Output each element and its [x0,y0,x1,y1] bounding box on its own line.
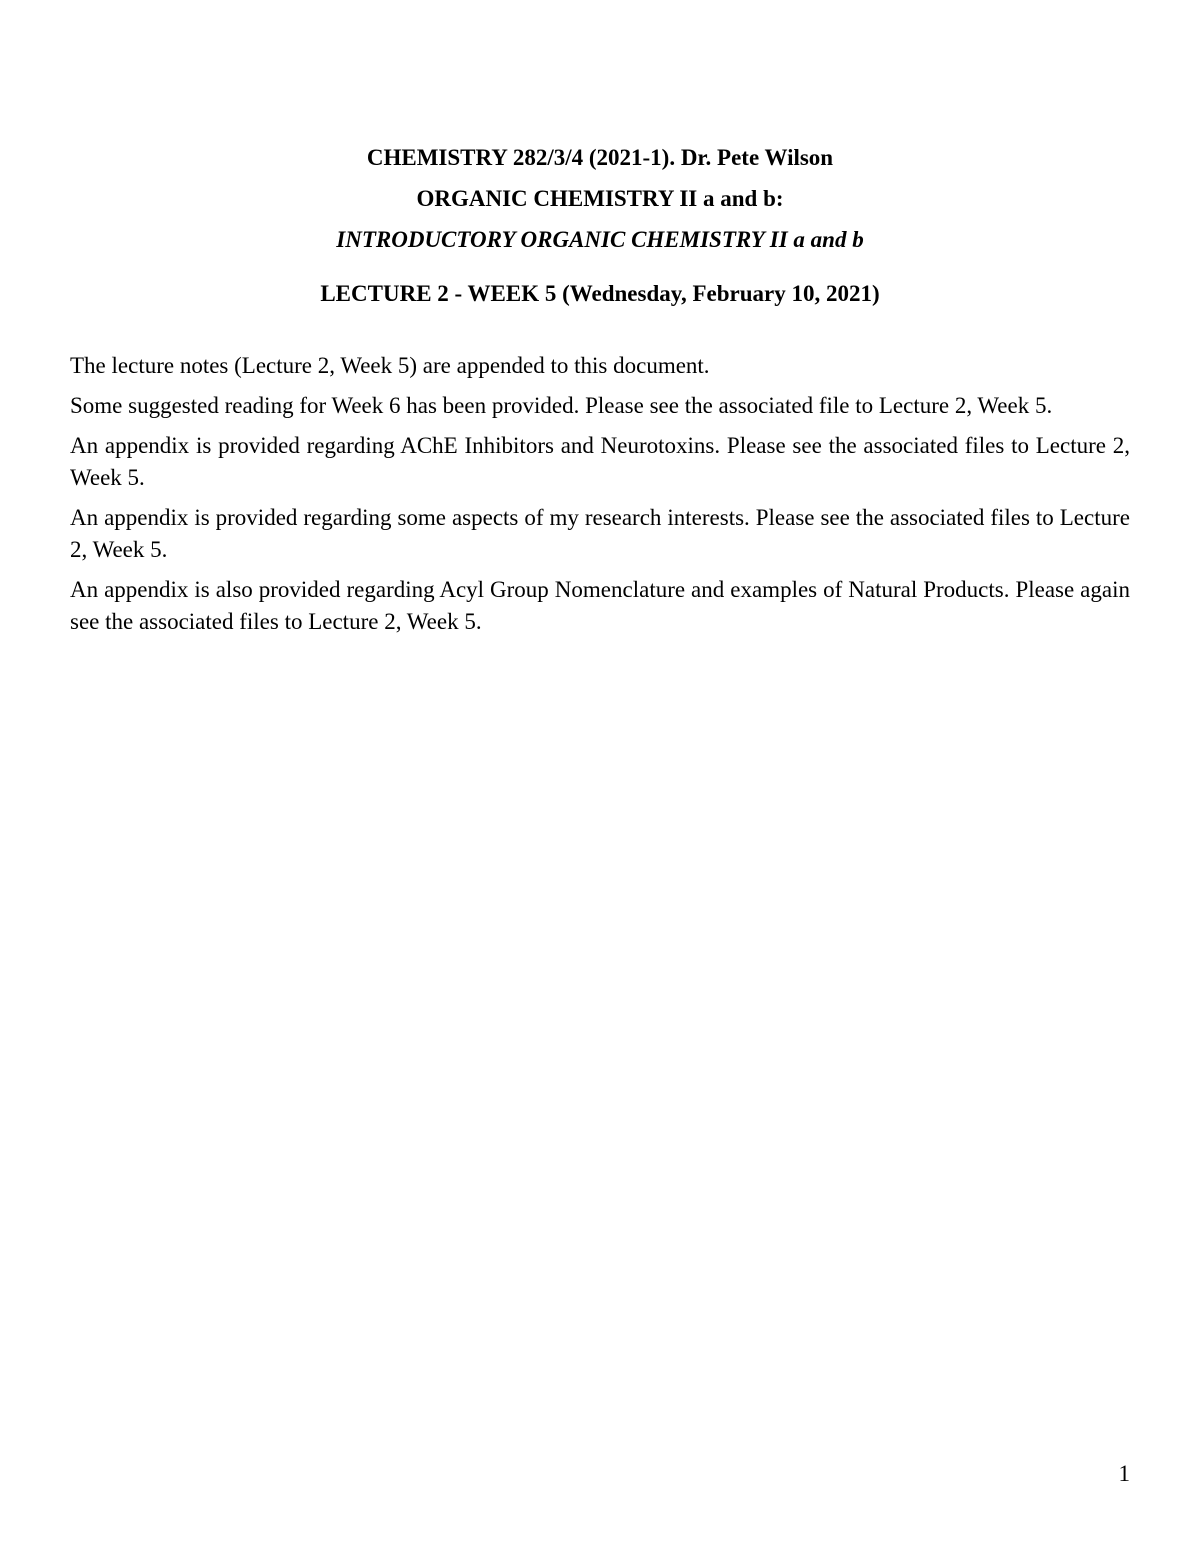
paragraph-acyl-appendix: An appendix is also provided regarding Acyl Group Nomenclature and examples of Natural Products. Please again see the associated files to Lecture 2, Week 5. [70,577,1130,634]
course-subtitle-italic: INTRODUCTORY ORGANIC CHEMISTRY II a and b [336,227,864,252]
page-number: 1 [1118,1461,1130,1486]
document-header [70,142,1130,319]
document-body [70,350,1130,646]
paragraph-research-appendix: An appendix is provided regarding some aspects of my research interests. Please see the associated files to Lecture 2, Week 5. [70,505,1130,562]
paragraph-suggested-reading: Some suggested reading for Week 6 has been provided. Please see the associated file to Lecture 2, Week 5. [70,393,1053,418]
paragraph-ache-appendix: An appendix is provided regarding AChE Inhibitors and Neurotoxins. Please see the associated files to Lecture 2, Week 5. [70,433,1130,490]
course-subtitle: ORGANIC CHEMISTRY II a and b: [416,186,784,211]
paragraph-lecture-notes: The lecture notes (Lecture 2, Week 5) are appended to this document. [70,353,710,378]
course-title: CHEMISTRY 282/3/4 (2021-1). Dr. Pete Wilson [366,145,834,170]
lecture-heading: LECTURE 2 - WEEK 5 (Wednesday, February 10, 2021) [320,281,880,306]
